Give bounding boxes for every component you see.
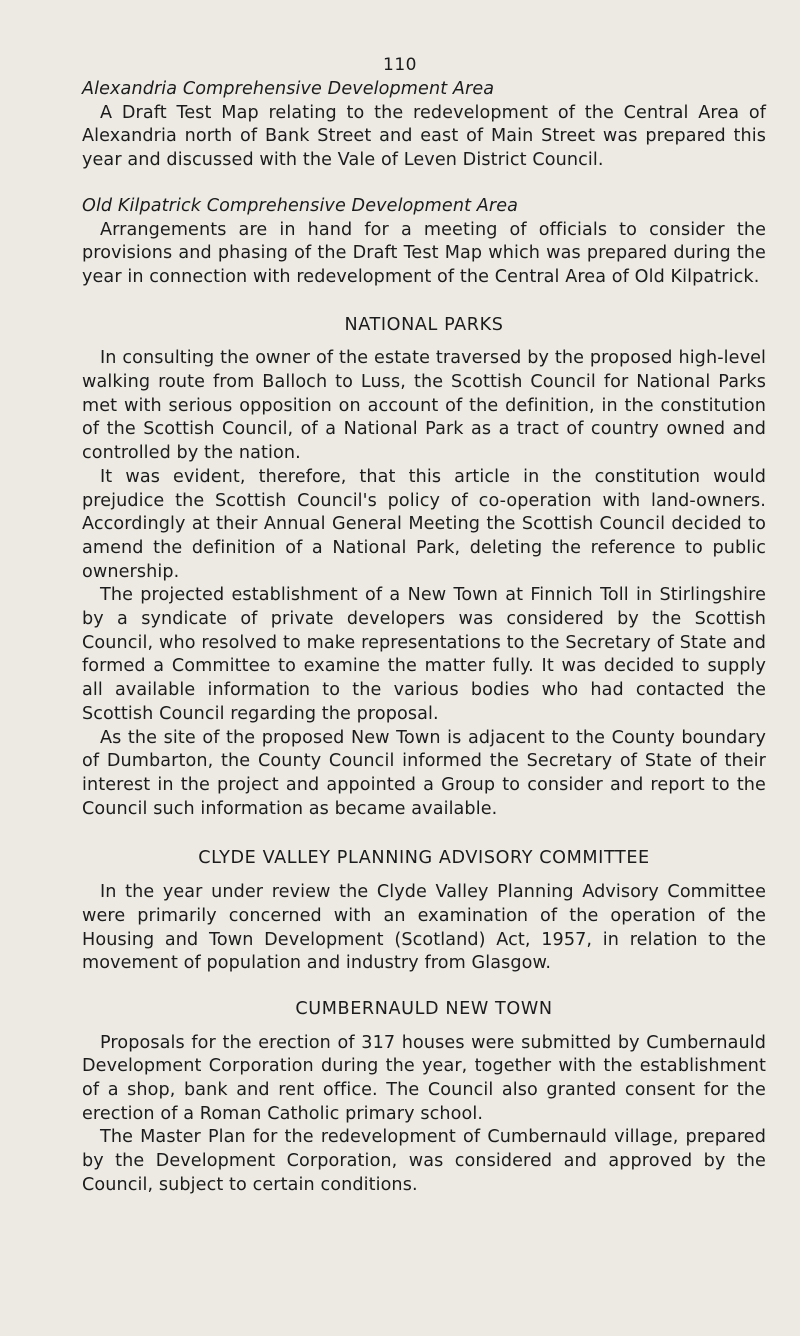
paragraph: The Master Plan for the redevelopment of Cumbernauld village, prepared by the Development Corporation, was considered and approved by the Council, subject to certain conditions.	[82, 1127, 766, 1195]
paragraph: A Draft Test Map relating to the redevelopment of the Central Area of Alexandria north of Bank Street and east of Main Street was prepared this year and discussed with the Vale of Leven District Council.	[82, 102, 766, 171]
paragraph: In consulting the owner of the estate traversed by the proposed high-level walking route from Balloch to Luss, the Scottish Council for National Parks met with serious opposition on account of the definition, in the constitution of the Scottish Council, of a National Park as a tract of country owned and controlled by the nation.	[82, 348, 766, 464]
section-subhead-alexandria: Alexandria Comprehensive Development Area	[82, 79, 495, 99]
paragraph: As the site of the proposed New Town is adjacent to the County boundary of Dumbarton, the County Council informed the Secretary of State of their interest in the project and appointed a Group to consider and report to the Council such information as became available.	[82, 727, 766, 819]
paragraph: Arrangements are in hand for a meeting of officials to consider the provisions and phasing of the Draft Test Map which was prepared during the year in connection with redevelopment of the Central Area of Old Kilpatrick.	[82, 219, 766, 287]
section-heading-national-parks: NATIONAL PARKS	[344, 314, 504, 335]
section-subhead-old-kilpatrick: Old Kilpatrick Comprehensive Development Area	[82, 195, 519, 216]
section-heading-cumbernauld: CUMBERNAULD NEW TOWN	[295, 998, 553, 1019]
paragraph: In the year under review the Clyde Valley Planning Advisory Committee were primarily concerned with an examination of the operation of the Housing and Town Development (Scotland) Act, 1957, in relation to the movement of population and industry from Glasgow.	[82, 882, 766, 974]
paragraph: The projected establishment of a New Town at Finnich Toll in Stirlingshire by a syndicate of private developers was considered by the Scottish Council, who resolved to make representations to the Secretary of State and formed a Committee to examine the matter fully. It was decided to supply all available information to the various bodies who had contacted the Scottish Council regarding the proposal.	[82, 585, 766, 724]
section-heading-clyde-valley: CLYDE VALLEY PLANNING ADVISORY COMMITTEE	[198, 848, 650, 869]
document-body	[82, 52, 766, 1198]
paragraph: Proposals for the erection of 317 houses were submitted by Cumbernauld Development Corporation during the year, together with the establishment of a shop, bank and rent office. The Council also granted consent for the erection of a Roman Catholic primary school.	[82, 1032, 766, 1124]
paragraph: It was evident, therefore, that this article in the constitution would prejudice the Scottish Council's policy of co-operation with land-owners. Accordingly at their Annual General Meeting the Scottish Council decided to amend the definition of a National Park, deleting the reference to public ownership.	[82, 466, 766, 582]
page-number: 110	[383, 55, 417, 75]
